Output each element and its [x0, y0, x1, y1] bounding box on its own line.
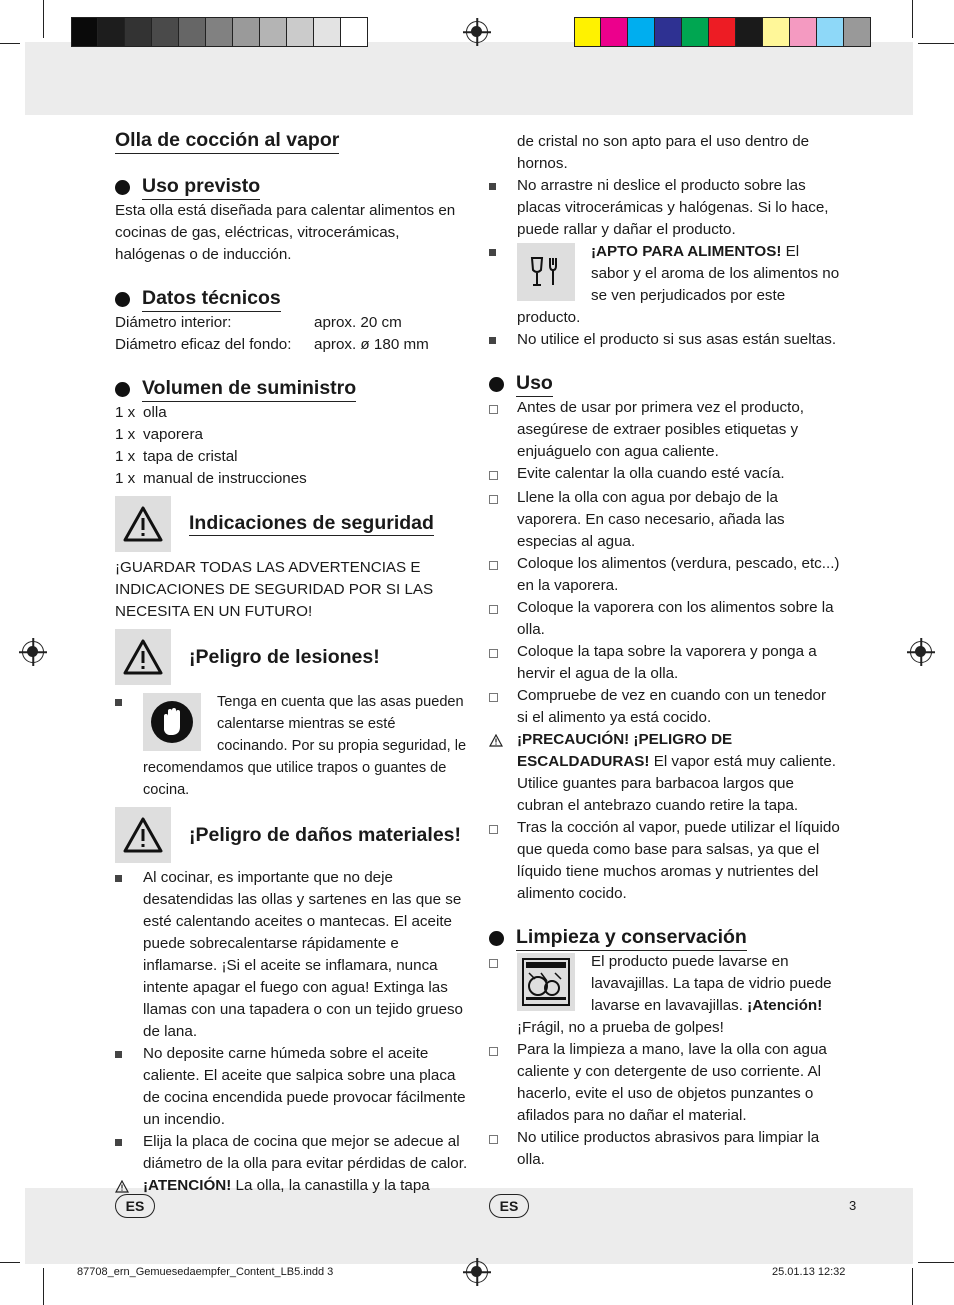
color-patch [71, 17, 98, 47]
color-patch [628, 17, 655, 47]
list-item: ¡ATENCIÓN! La olla, la canastilla y la tapa [115, 1175, 470, 1200]
tech-row: Diámetro eficaz del fondo: aprox. ø 180 mm [115, 336, 429, 353]
warning-triangle-icon [115, 807, 171, 863]
datos-tecnicos-heading: Datos técnicos [115, 286, 470, 312]
limpieza-heading: Limpieza y conservación [489, 925, 841, 951]
file-slug: 87708_ern_Gemuesedaempfer_Content_LB5.indd 3 [77, 1266, 334, 1278]
color-patch [790, 17, 817, 47]
crop-mark [43, 0, 44, 38]
list-item: Evite calentar la olla cuando esté vacía. [489, 463, 841, 487]
crop-mark [918, 43, 954, 44]
right-column [489, 131, 841, 1171]
uso-previsto-text: Esta olla está diseñada para calentar alimentos en cocinas de gas, eléctricas, vitrocerámicas, halógenas o de inducción. [115, 202, 456, 263]
tech-row: Diámetro interior: aprox. 20 cm [115, 314, 402, 331]
color-patch [314, 17, 341, 47]
list-item: Al cocinar, es importante que no deje desatendidas las ollas y sartenes en las que se esté calentando aceites o mantecas. El aceite puede sobrecalentarse rápidamente e inflamarse. ¡Si el aceite se inflamara, nunca intente apagar el fuego con agua! Extinga las llamas con una tapadera o con un tejido grueso de lana. [115, 867, 470, 1043]
color-patch [655, 17, 682, 47]
dishwasher-icon [517, 953, 575, 1011]
list-item: Compruebe de vez en cuando con un tenedor si el alimento ya está cocido. [489, 685, 841, 729]
color-patch [682, 17, 709, 47]
volumen-heading: Volumen de suministro [115, 376, 470, 402]
danos-heading: ¡Peligro de daños materiales! [115, 807, 470, 863]
list-item: No deposite carne húmeda sobre el aceite caliente. El aceite que salpica sobre una placa de cocina encendida puede provocar fácilmente un incendio. [115, 1043, 470, 1131]
language-badge: ES [489, 1194, 529, 1218]
food-safe-icon [517, 243, 575, 301]
list-item: Antes de usar por primera vez el producto, asegúrese de extraer posibles etiquetas y enjuáguelo con agua caliente. [489, 397, 841, 463]
list-item: 1 x manual de instrucciones [115, 470, 307, 487]
registration-mark-icon [466, 1261, 488, 1283]
crop-mark [918, 1262, 954, 1263]
color-patch [98, 17, 125, 47]
list-item: Tras la cocción al vapor, puede utilizar el líquido que queda como base para salsas, ya que el líquido tiene muchos aromas y nutrientes del alimento cocido. [489, 817, 841, 905]
list-item: Tenga en cuenta que las asas pueden calentarse mientras se esté cocinando. Por su propia seguridad, le recomendamos que utilice trapos o guantes de cocina. [115, 691, 470, 801]
page-title: Olla de cocción al vapor [115, 128, 339, 154]
warning-triangle-icon [115, 629, 171, 685]
registration-mark-icon [466, 21, 488, 43]
list-item: No arrastre ni deslice el producto sobre las placas vitrocerámicas y halógenas. Si lo hace, puede rallar y dañar el producto. [489, 175, 841, 241]
crop-mark [912, 0, 913, 38]
list-item: El producto puede lavarse en lavavajillas. La tapa de vidrio puede lavarse en lavavajillas. ¡Atención! ¡Frágil, no a prueba de golpes! [489, 951, 841, 1039]
seguridad-text: ¡GUARDAR TODAS LAS ADVERTENCIAS E INDICACIONES DE SEGURIDAD POR SI LAS NECESITA EN UN FUTURO! [115, 559, 434, 620]
color-patch [206, 17, 233, 47]
list-item: No utilice el producto si sus asas están sueltas. [489, 329, 841, 351]
list-item: Coloque la tapa sobre la vaporera y ponga a hervir el agua de la olla. [489, 641, 841, 685]
crop-mark [0, 43, 20, 44]
warning-triangle-icon [115, 496, 171, 552]
registration-mark-icon [910, 641, 932, 663]
left-column [115, 128, 470, 1200]
lesiones-heading: ¡Peligro de lesiones! [115, 629, 470, 685]
list-item: Coloque la vaporera con los alimentos sobre la olla. [489, 597, 841, 641]
uso-previsto-heading: Uso previsto [115, 174, 470, 200]
color-patch [125, 17, 152, 47]
color-patch [152, 17, 179, 47]
bullet-dot-icon [115, 292, 130, 307]
list-item: 1 x vaporera [115, 426, 203, 443]
bullet-dot-icon [489, 931, 504, 946]
color-patch [736, 17, 763, 47]
process-color-strip [574, 17, 871, 47]
color-patch [709, 17, 736, 47]
list-item: No utilice productos abrasivos para limpiar la olla. [489, 1127, 841, 1171]
list-item: Elija la placa de cocina que mejor se adecue al diámetro de la olla para evitar pérdidas de calor. [115, 1131, 470, 1175]
crop-mark [43, 1268, 44, 1305]
color-patch [601, 17, 628, 47]
crop-mark [0, 1262, 20, 1263]
language-badge: ES [115, 1194, 155, 1218]
color-patch [763, 17, 790, 47]
list-item: ¡APTO PARA ALIMENTOS! El sabor y el aroma de los alimentos no se ven perjudicados por este producto. [489, 241, 841, 329]
seguridad-heading: Indicaciones de seguridad [115, 496, 470, 552]
list-item: Coloque los alimentos (verdura, pescado, etc...) en la vaporera. [489, 553, 841, 597]
color-patch [817, 17, 844, 47]
color-patch [260, 17, 287, 47]
color-patch [179, 17, 206, 47]
bullet-dot-icon [489, 377, 504, 392]
color-patch [233, 17, 260, 47]
list-item: 1 x tapa de cristal [115, 448, 238, 465]
bullet-dot-icon [115, 180, 130, 195]
caution-triangle-icon [489, 729, 517, 817]
page-number: 3 [849, 1198, 857, 1213]
color-patch [844, 17, 871, 47]
list-item: 1 x olla [115, 404, 167, 421]
uso-heading: Uso [489, 371, 841, 397]
gray-color-strip [71, 17, 368, 47]
crop-mark [912, 1268, 913, 1305]
list-item: Para la limpieza a mano, lave la olla con agua caliente y con detergente de uso corriente. Al hacerlo, evite el uso de objetos punzantes o afilados para no dañar el material. [489, 1039, 841, 1127]
date-slug: 25.01.13 12:32 [772, 1266, 846, 1278]
color-patch [287, 17, 314, 47]
bullet-dot-icon [115, 382, 130, 397]
gloves-icon [143, 693, 201, 751]
list-item: Llene la olla con agua por debajo de la vaporera. En caso necesario, añada las especias al agua. [489, 487, 841, 553]
list-item: ¡PRECAUCIÓN! ¡PELIGRO DE ESCALDADURAS! El vapor está muy caliente. Utilice guantes para barbacoa largos que cubran el antebrazo cuando retire la tapa. [489, 729, 841, 817]
registration-mark-icon [22, 641, 44, 663]
list-item: de cristal no son apto para el uso dentro de hornos. [517, 133, 810, 172]
color-patch [341, 17, 368, 47]
color-patch [574, 17, 601, 47]
